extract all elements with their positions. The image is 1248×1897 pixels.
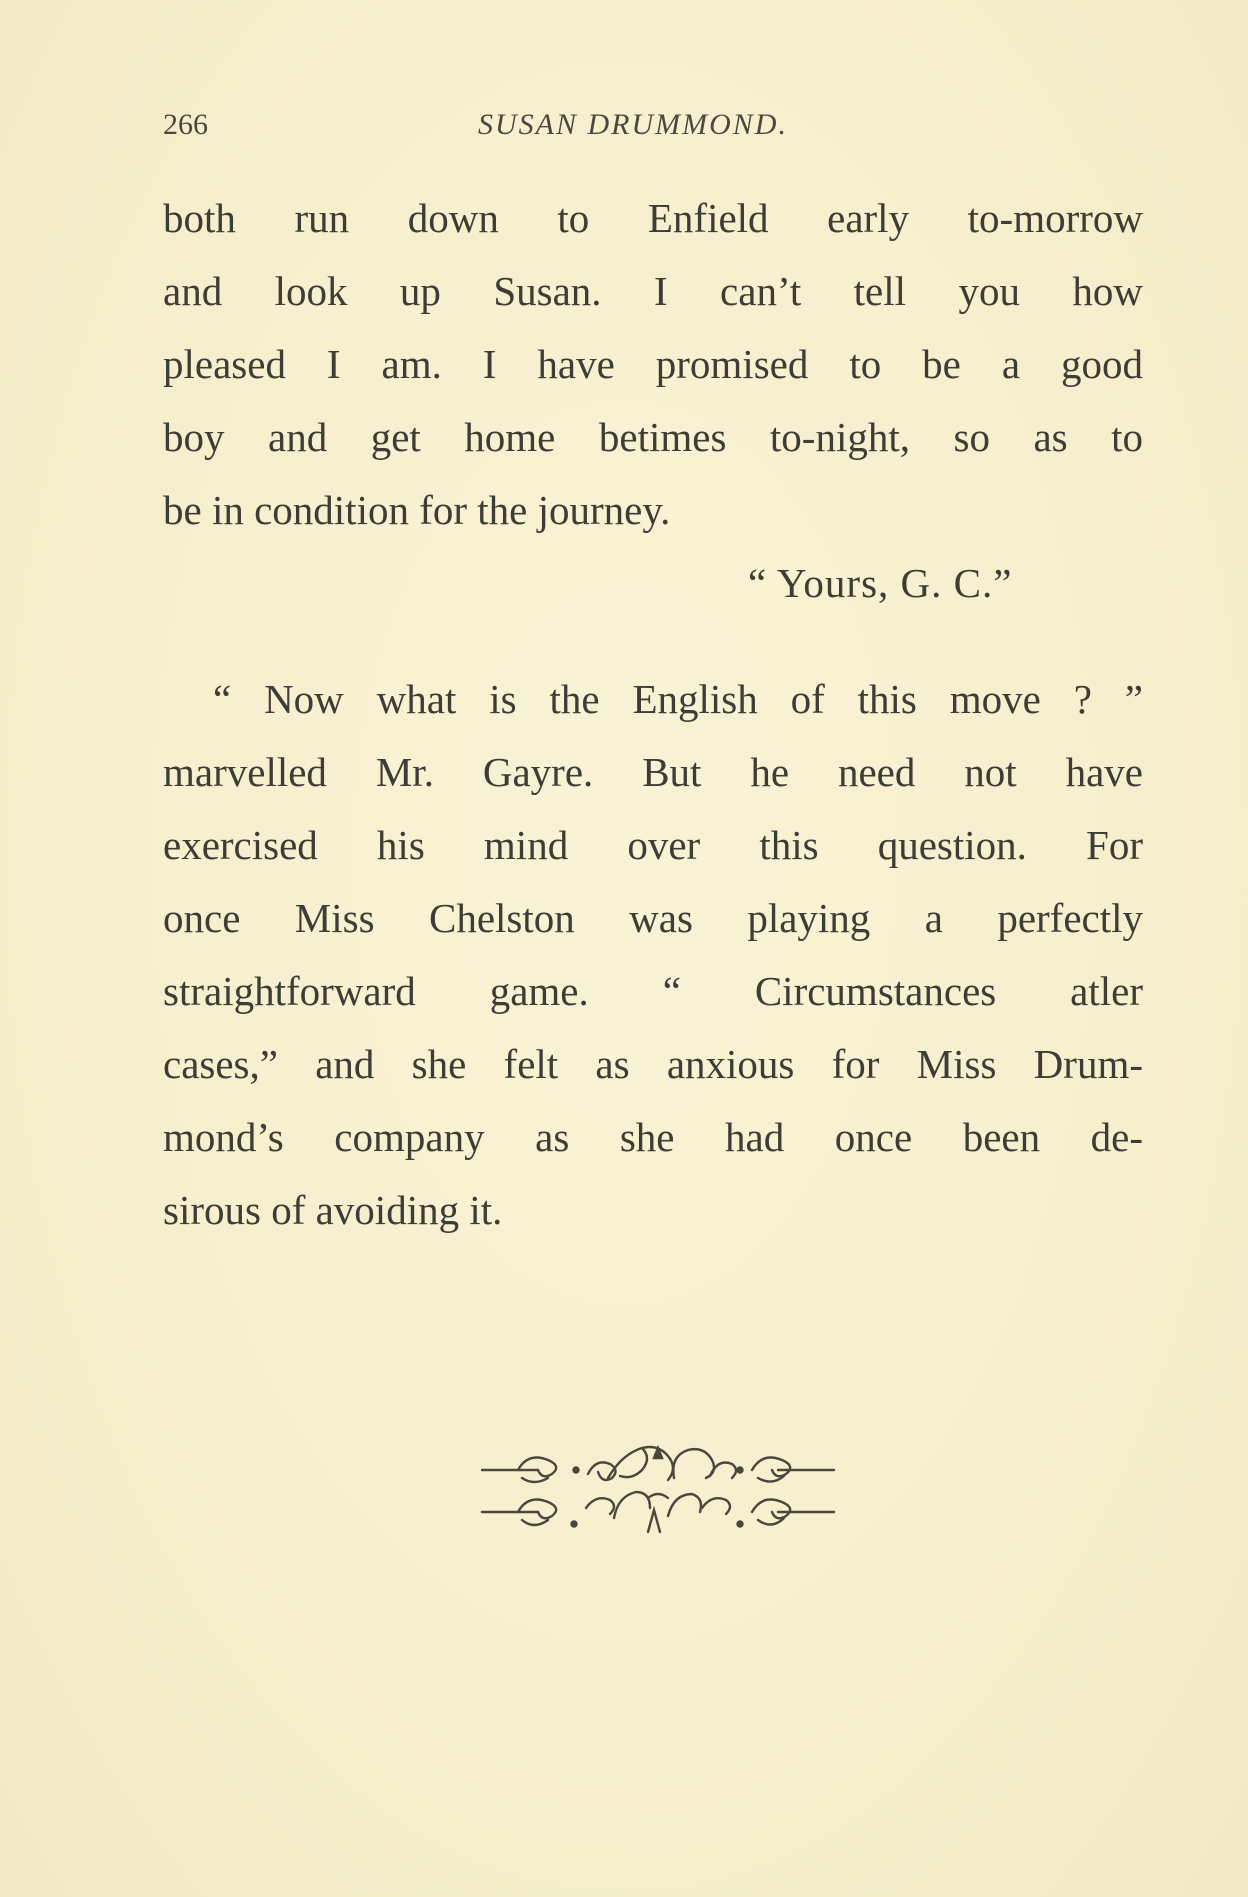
running-head: SUSAN DRUMMOND. (478, 108, 788, 141)
letter-signature: “ Yours, G. C.” (748, 560, 1013, 606)
text-line: both run down to Enfield early to-morrow (163, 195, 1143, 241)
tailpiece-ornament-icon (478, 1440, 838, 1540)
text-line: mond’s company as she had once been de- (163, 1114, 1143, 1160)
text-line: marvelled Mr. Gayre. But he need not have (163, 749, 1143, 795)
text-line: pleased I am. I have promised to be a good (163, 341, 1143, 387)
text-line: once Miss Chelston was playing a perfectly (163, 895, 1143, 941)
narrative-paragraph (163, 663, 1143, 1247)
text-line: boy and get home betimes to-night, so as to (163, 414, 1143, 460)
page-header (163, 108, 1143, 148)
text-line: sirous of avoiding it. (163, 1187, 503, 1233)
text-line: “ Now what is the English of this move ? ” (213, 676, 1143, 722)
text-line: exercised his mind over this question. For (163, 822, 1143, 868)
letter-text (163, 182, 1143, 620)
text-line: cases,” and she felt as anxious for Miss Drum- (163, 1041, 1143, 1087)
page-number: 266 (163, 108, 208, 141)
text-line: be in condition for the journey. (163, 487, 671, 533)
text-line: straightforward game. “ Circumstances atler (163, 968, 1143, 1014)
text-line: and look up Susan. I can’t tell you how (163, 268, 1143, 314)
